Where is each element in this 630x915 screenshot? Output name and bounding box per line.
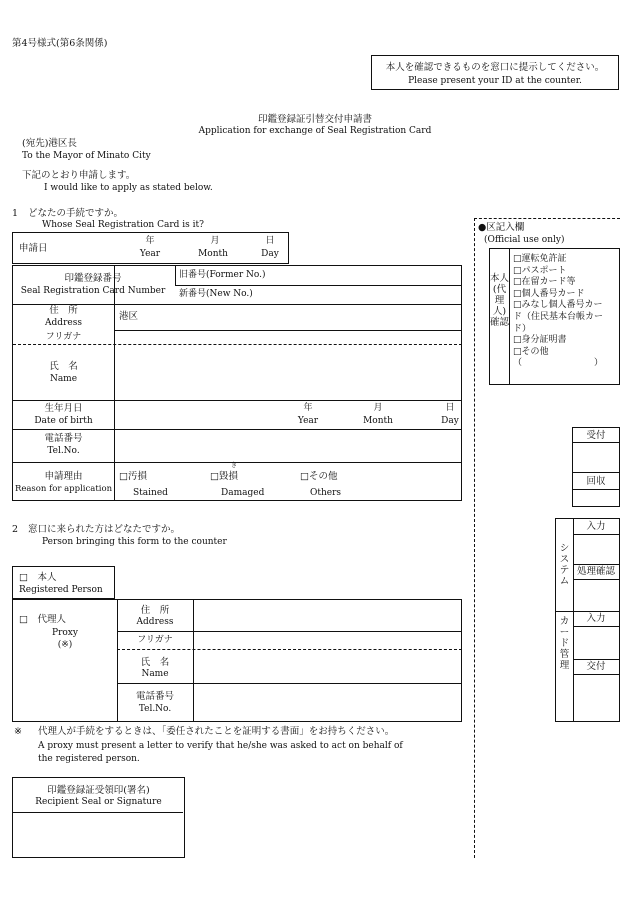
id-doc-id-certificate[interactable]: □身分証明書 (513, 335, 567, 346)
id-check-label: 本人(代理人)確認 (490, 273, 510, 328)
note-en-1: A proxy must present a letter to verify that he/she was asked to act on behalf of (38, 741, 403, 751)
tel-field[interactable] (115, 430, 461, 461)
addressee-ja: (宛先)港区長 (22, 138, 77, 149)
request-ja: 下記のとおり申請します。 (22, 170, 136, 181)
proxy-tel-ja: 電話番号 (135, 691, 174, 702)
proxy-tel-en: Tel.No. (138, 704, 172, 714)
furigana-label: フリガナ (45, 332, 82, 342)
id-doc-list (513, 254, 603, 370)
reason-others-checkbox[interactable]: □その他 (300, 471, 338, 482)
issued-label: 交付 (586, 661, 606, 672)
reason-ja: 申請理由 (44, 471, 83, 482)
official-top-divider (474, 218, 620, 219)
dob-ja: 生年月日 (44, 403, 83, 414)
id-notice-ja: 本人を確認できるものを窓口に提示してください。 (385, 62, 605, 73)
id-doc-residence-card[interactable]: □在留カード等 (513, 277, 576, 288)
id-doc-passport[interactable]: □パスポート (513, 265, 567, 276)
reason-en: Reason for application (14, 484, 113, 494)
process-check-label: 処理確認 (576, 566, 615, 577)
system-box (555, 518, 620, 722)
card-input-label: 入力 (586, 613, 606, 624)
official-title-en: (Official use only) (484, 235, 565, 245)
address-value[interactable]: 港区 (119, 311, 139, 322)
address-ja: 住 所 (49, 305, 78, 316)
system-input-label: 入力 (586, 521, 606, 532)
collected-label: 回収 (586, 476, 606, 487)
proxy-en: Proxy (52, 628, 78, 638)
reason-stained-checkbox[interactable]: □汚損 (119, 471, 147, 482)
name-ja: 氏 名 (49, 361, 78, 372)
proxy-tel-field[interactable] (195, 685, 461, 721)
proxy-address-field[interactable] (195, 602, 461, 630)
q2-en: Person bringing this form to the counter (42, 537, 227, 547)
id-doc-deemed-card-cont: ド（住民基本台帳カー (513, 311, 604, 322)
id-doc-deemed-card[interactable]: □みなし個人番号カー (513, 300, 603, 311)
date-month-ja: 月 (210, 236, 220, 246)
applicant-table (12, 265, 462, 501)
reason-others-en: Others (310, 488, 342, 498)
note-en-2: the registered person. (38, 754, 140, 764)
proxy-name-field[interactable] (195, 651, 461, 682)
id-doc-other[interactable]: □その他 (513, 346, 549, 357)
tel-en: Tel.No. (47, 446, 80, 456)
title-en: Application for exchange of Seal Registration Card (198, 126, 432, 136)
q1-ja: どなたの手続ですか。 (28, 208, 124, 219)
dob-en: Date of birth (34, 416, 93, 426)
tel-ja: 電話番号 (44, 433, 83, 444)
system-label: システム (559, 543, 570, 587)
note-mark: ※ (14, 726, 22, 737)
received-collected-box (572, 427, 620, 507)
recipient-seal-field[interactable] (15, 815, 182, 855)
date-label: 申請日 (19, 243, 48, 254)
date-day-en: Day (261, 249, 279, 259)
new-no-label: 新番号(New No.) (179, 289, 253, 299)
registered-person-ja: □ 本人 (19, 572, 57, 583)
official-divider (474, 218, 475, 858)
date-month-en: Month (198, 249, 228, 259)
seal-no-en: Seal Registration Card Number (20, 286, 166, 296)
q2-number: 2 (12, 524, 19, 535)
former-no-label: 旧番号(Former No.) (179, 270, 266, 280)
proxy-checkbox[interactable]: □ 代理人 (19, 614, 66, 625)
furigana-field[interactable] (115, 331, 461, 343)
proxy-name-en: Name (141, 669, 169, 679)
q1-number: 1 (12, 208, 19, 219)
request-en: I would like to apply as stated below. (44, 183, 213, 193)
id-doc-drivers-license[interactable]: □運転免許証 (513, 254, 567, 264)
reason-damaged-en: Damaged (221, 488, 265, 498)
official-title-ja: ●区記入欄 (478, 222, 525, 233)
received-label: 受付 (586, 430, 606, 441)
proxy-address-ja: 住 所 (140, 605, 170, 616)
id-doc-my-number-card[interactable]: □個人番号カード (513, 288, 585, 299)
q1-en: Whose Seal Registration Card is it? (42, 220, 204, 230)
dob-month-en: Month (363, 416, 393, 426)
proxy-address-en: Address (136, 617, 174, 627)
registered-person-box[interactable] (12, 566, 115, 599)
new-no-field[interactable] (275, 287, 460, 303)
recipient-seal-box (12, 777, 185, 858)
form-number: 第4号様式(第6条関係) (12, 38, 108, 49)
former-no-field[interactable] (275, 268, 460, 284)
name-en: Name (49, 374, 78, 384)
proxy-furigana-field[interactable] (195, 633, 461, 648)
proxy-mark: (※) (57, 640, 73, 650)
date-year-ja: 年 (145, 236, 155, 246)
reason-stained-en: Stained (133, 488, 168, 498)
id-doc-other-field[interactable]: （ ） (513, 358, 604, 369)
proxy-table (12, 599, 462, 722)
dob-year-ja: 年 (303, 403, 313, 413)
date-year-en: Year (139, 249, 161, 259)
reason-damaged-checkbox[interactable]: □毀損 (210, 471, 238, 482)
recipient-en: Recipient Seal or Signature (35, 797, 162, 807)
registered-person-en: Registered Person (19, 585, 103, 595)
dob-year-en: Year (297, 416, 319, 426)
name-field[interactable] (115, 345, 461, 399)
dob-day-en: Day (441, 416, 459, 426)
proxy-name-ja: 氏 名 (140, 657, 170, 668)
id-doc-deemed-card-end: ド） (513, 323, 532, 334)
date-box (12, 232, 289, 264)
addressee-en: To the Mayor of Minato City (22, 151, 151, 161)
reason-damaged-ruby: き (231, 462, 238, 469)
dob-month-ja: 月 (373, 403, 383, 413)
address-en: Address (45, 318, 82, 328)
id-notice-box (371, 55, 619, 90)
id-check-box (489, 248, 620, 385)
card-mgmt-label: カード管理 (559, 616, 570, 671)
title-ja: 印鑑登録証引替交付申請書 (257, 114, 372, 125)
proxy-furigana: フリガナ (137, 635, 173, 645)
dob-day-ja: 日 (445, 403, 455, 413)
date-day-ja: 日 (265, 236, 275, 246)
id-notice-en: Please present your ID at the counter. (408, 76, 582, 86)
seal-no-ja: 印鑑登録番号 (64, 273, 122, 284)
note-ja: 代理人が手続をするときは、「委任されたことを証明する書面」をお持ちください。 (38, 726, 395, 737)
q2-ja: 窓口に来られた方はどなたですか。 (28, 524, 181, 535)
recipient-ja: 印鑑登録証受領印(署名) (47, 785, 150, 796)
